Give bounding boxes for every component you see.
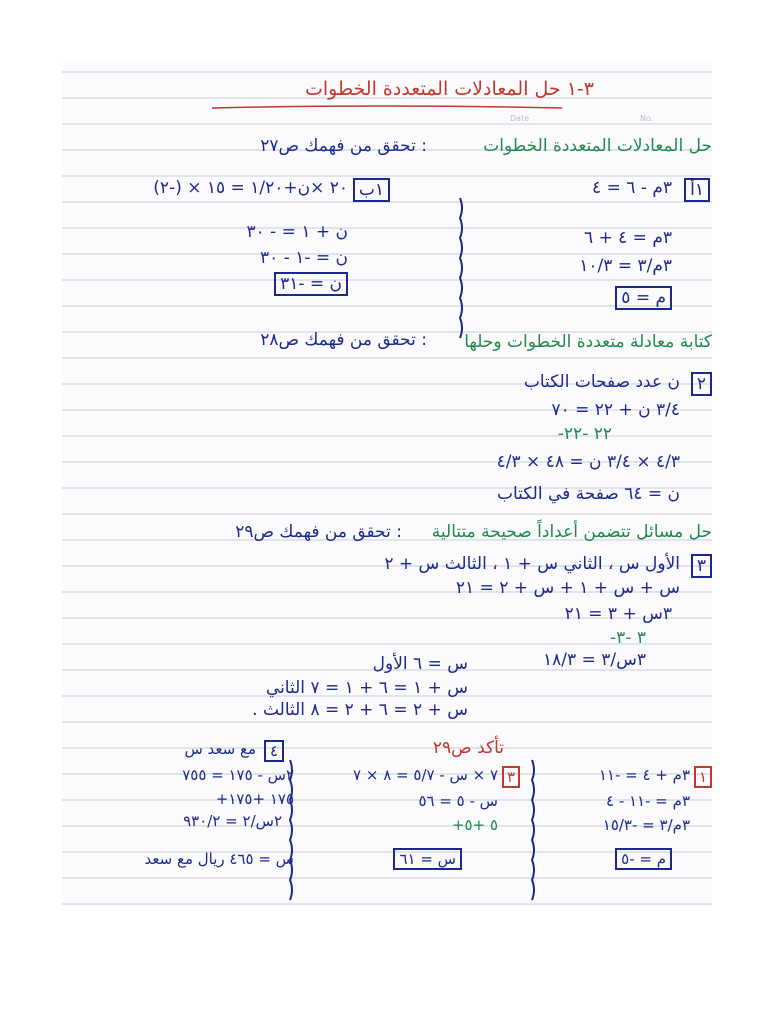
math-line: ٣س + ٣ = ٢١ xyxy=(564,604,672,624)
section-heading: كتابة معادلة متعددة الخطوات وحلها xyxy=(464,332,712,352)
math-line: ٧ × س - ٥/٧ = ٨ × ٧ xyxy=(353,766,498,784)
math-line: ٢٠ ×ن+١/٢٠ = ١٥ × (-٢) xyxy=(153,178,348,198)
section-heading: تأكد ص٢٩ xyxy=(432,738,504,758)
math-line: ٢س/٢ = ٩٣٠/٢ xyxy=(183,812,282,830)
divider-line xyxy=(460,198,462,338)
math-line: مع سعد س xyxy=(184,740,256,758)
math-line: س = ٤٦٥ ريال مع سعد xyxy=(144,850,294,868)
math-line: -٢٢ -٢٢ xyxy=(557,424,612,444)
exercise-label: ٤ xyxy=(264,740,284,762)
math-line: ٣م + ٤ = -١١ xyxy=(598,766,690,784)
math-line: -٣ -٣ xyxy=(610,628,646,648)
check-understanding: : تحقق من فهمك ص٢٩ xyxy=(235,522,402,542)
math-line: س + ٢ = ٦ + ٢ = ٨ الثالث . xyxy=(252,700,468,720)
title-underline xyxy=(212,106,562,108)
page-title: ٣-١ حل المعادلات المتعددة الخطوات xyxy=(304,78,594,100)
check-understanding: : تحقق من فهمك ص٢٨ xyxy=(260,330,427,350)
math-line: س + س + ١ + س + ٢ = ٢١ xyxy=(455,578,680,598)
example-label: ١ب xyxy=(353,178,390,202)
math-line: ٣م = -١١ - ٤ xyxy=(605,792,690,810)
math-line: ٣/٤ ن + ٢٢ = ٧٠ xyxy=(551,400,680,420)
math-line: ٣م = ٤ + ٦ xyxy=(583,228,672,248)
math-line: ن عدد صفحات الكتاب xyxy=(523,372,680,392)
math-line: +١٧٥ +١٧٥ xyxy=(215,790,294,808)
math-line: +٥ +٥ xyxy=(451,816,498,834)
math-line: ن = ٦٤ صفحة في الكتاب xyxy=(496,484,680,504)
number-label: No. xyxy=(640,114,654,123)
math-line: ٣م - ٦ = ٤ xyxy=(592,178,672,198)
math-line: ٤/٣ × ٣/٤ ن = ٤٨ × ٤/٣ xyxy=(496,452,680,472)
math-line: س = ٦ الأول xyxy=(372,654,468,674)
example-label: ٣ xyxy=(691,554,712,578)
date-label: Date xyxy=(510,114,530,123)
example-label: ١أ xyxy=(684,178,710,202)
math-line: س - ٥ = ٥٦ xyxy=(418,792,498,810)
notebook-page xyxy=(62,60,712,910)
math-line: ٣م/٣ = ١٠/٣ xyxy=(579,256,672,276)
answer-box: ن = -٣١ xyxy=(274,272,348,296)
answer-box: س = ٦١ xyxy=(393,848,462,870)
math-line: ٣س/٣ = ١٨/٣ xyxy=(543,650,646,670)
answer-box: م = ٥ xyxy=(615,286,672,310)
math-line: ٣م/٣ = -١٥/٣ xyxy=(602,816,690,834)
check-understanding: : تحقق من فهمك ص٢٧ xyxy=(260,136,427,156)
math-line: ٢س - ١٧٥ = ٧٥٥ xyxy=(182,766,294,784)
math-line: س + ١ = ٦ + ١ = ٧ الثاني xyxy=(265,678,468,698)
math-line: ن + ١ = - ٣٠ xyxy=(246,222,348,242)
exercise-label: ١ xyxy=(694,766,712,788)
example-label: ٢ xyxy=(691,372,712,396)
divider-line xyxy=(532,760,534,900)
exercise-label: ٣ xyxy=(502,766,520,788)
math-line: الأول س ، الثاني س + ١ ، الثالث س + ٢ xyxy=(384,554,680,574)
section-heading: حل مسائل تتضمن أعداداً صحيحة متتالية xyxy=(431,522,712,542)
math-line: ن = -١ - ٣٠ xyxy=(259,248,348,268)
answer-box: م = -٥ xyxy=(615,848,672,870)
section-heading: حل المعادلات المتعددة الخطوات xyxy=(483,136,712,156)
